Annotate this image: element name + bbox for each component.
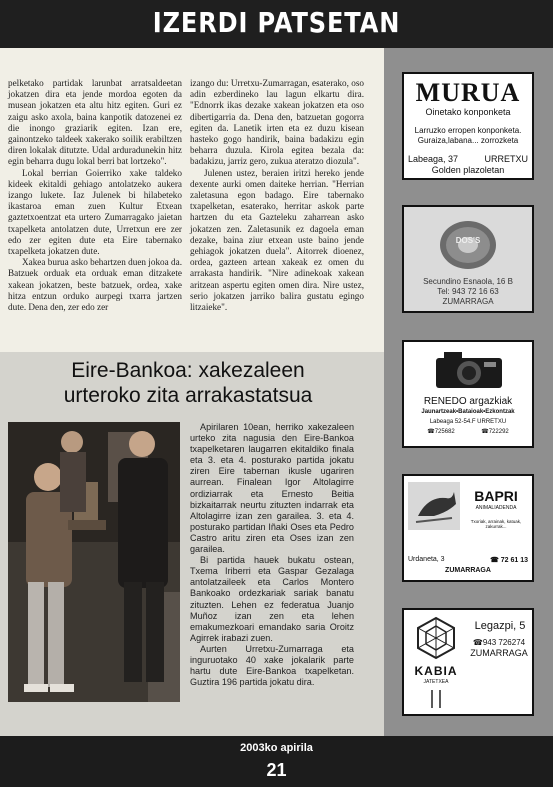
paragraph: izango du: Urretxu-Zumarragan, esaterako, oso adin ezberdineko lau lagun elkartu dira. "Ednorrk ikas dezake xakean jokatzen eta oso dibertigarria da. Dena den, batzuetan gogorra egiten da. Lanetik irten eta ez duzu kisean hasteko gogo handirik, baina badakizu egin beharra duzula. Kirola egitea bezala da: badakizu, jarriz gero, zukua ateratzo diozula". [190,78,364,167]
murua-logo: MURUA [415,78,521,107]
murua-subtitle: Oinetako konponketa [425,107,511,117]
kabia-phone: ☎943 726274 [472,638,526,647]
paragraph: Xakea burua asko behartzen duen jokoa da. Batzuek orduak eta orduak eman ditzakete xakean jokatzen, beste batzuek, ordea, xake hitza entzun orduko aurpegi txarra jartzen dute. Dena den, zer edo zer [8,257,182,313]
headline-line-1: Eire-Bankoa: xakezaleen [71,359,305,382]
murua-street: Labeaga, 37 [408,154,459,164]
article-photo [8,422,180,702]
bapri-desc: Txoriak, arrainak, katuak, zakurrak... [470,519,522,529]
paragraph: Apirilaren 10ean, herriko xakezaleen urteko zita nagusia den Eire-Bankoa txapelketaren laugarren ekitaldiko finala eta 3. eta 4. posturako partida jokatu ziren Eire tabernan ikusle ugariren aurrean. Finalean Igor Altolagirre ordiziarrak eta Ernesto Beitia bizkaitarrak neurtu zituzten indarrak eta Altolagirre izan zen garailea. 3. eta 4. posturako partidan Iñaki Oses eta Pedro Castro aritu ziren eta Oses izan zen garailea. [190,422,354,555]
paragraph: Lokal berrian Goierriko xake taldeko kideek ekitaldi gehiago antolatzeko aukera izango lukete. Iaz Julenek bi hilabeteko ikastaroa eman zuen Kultur Etxean gaztetxoentzat eta urtero Zumarragako jaietan txapelketa antolatzen dute, Urretxun ere zer edo zer egiten dute eta Eire tabernako txapelketa jokatzen dute. [8,167,182,257]
murua-line2: Guraiza,labana... zorrozketa [417,136,519,145]
ad-kabia [402,608,534,716]
ad-murua [402,72,534,180]
renedo-phone-1: ☎725682 [427,429,455,435]
camera-icon [434,348,504,390]
renedo-phone-2: ☎722292 [481,429,509,435]
kabia-sub: JATETXEA [423,679,449,685]
ad-doss [402,205,534,313]
doss-town: ZUMARRAGA [442,297,494,306]
headline-line-2: urteroko zita arrakastatsua [63,384,313,407]
article-column-left [8,78,182,313]
bapri-name: BAPRI [474,488,518,504]
article-body [190,422,354,688]
renedo-name: RENEDO argazkiak [423,396,513,407]
kabia-street: Legazpi, 5 [474,620,526,632]
murua-place: Golden plazoletan [431,165,505,175]
kabia-logo-icon [414,616,458,660]
ad-renedo [402,340,534,448]
renedo-services: Jaunartzeak•Bataioak•Ezkontzak [421,409,515,415]
bapri-sub: ANIMALIADENDA [475,505,517,511]
page-number: 21 [266,760,287,780]
page-header [0,0,553,48]
section-title: IZERDI PATSETAN [152,6,401,39]
doss-phone: Tel: 943 72 16 63 [437,287,499,296]
murua-line1: Larruzko erropen konponketa. [414,126,522,135]
bird-icon [408,482,460,530]
ad-bapri [402,474,534,582]
photo-illustration [8,422,180,702]
murua-town: URRETXU [484,154,528,164]
cutlery-icon [428,690,444,708]
article-column-right [190,78,364,313]
bapri-street: Urdaneta, 3 [408,556,445,563]
doss-logo-text: DOS'S [455,236,481,245]
bapri-town: ZUMARRAGA [445,567,491,574]
paragraph: pelketako partidak larunbat arratsaldeetan jokatzen dira eta jende mordoa egoten da musean jokatzen eta altu hitz egiten. Guri ez zaigu asko axola, baina kanpotik datozenei ez die inongo graziarik egiten. Izan ere, gainontzeko taldeek xakerako soilik erabiltzen diren lokalak ditutzte. Udal arduradunekin hitz egin beharra dugu lokal berri bat lortzeko". [8,78,182,167]
paragraph: Aurten Urretxu-Zumarraga eta inguruotako 40 xake jokalarik parte hartu dute Eire-Bankoa txapelketan. Guztira 196 partida jokatu dira. [190,643,354,688]
doss-logo-icon [438,219,498,271]
paragraph: Bi partida hauek bukatu ostean, Txema Iriberri eta Gaspar Gezalaga antolatzaileek eta Carlos Montero Bankoako ordezkariak sariak banatu zituzten. Lehen ez federatua Juanjo Muñoz izan zen eta lehen emakumezkoari emandako saria Oroitz Agirrek irabazi zuen. [190,555,354,643]
renedo-address: Labeaga 52-54.F URRETXU [429,419,507,425]
kabia-name: KABIA [414,664,458,678]
doss-address: Secundino Esnaola, 16 B [423,277,513,286]
kabia-town: ZUMARRAGA [470,648,528,658]
article-headline [18,358,358,408]
issue-date: 2003ko apirila [240,742,313,754]
bapri-phone: ☎ 72 61 13 [490,557,528,564]
paragraph: Julenen ustez, beraien iritzi hereko jende dexente aurki omen daiteke herrian. "Herrian zaletasuna egon badago. Eire tabernako txapelketan, esaterako, herritar askok parte hartzen du eta Gazteleku zaharrean asko jokatzen zen. Zaletasunik ez dagoela eman dezake, baina ziur etxean uste baino jende gehiagok jokatzen duela". Aitorrek dioenez, ordea, gazteen artean xakeak ez omen du arrakasta handirik. "Nire adinekoak xakean aritzean aspertu egiten omen dira. Nire ustez, serio jokatzen jarriko balira gustatu egingo litzaieke". [190,167,364,313]
